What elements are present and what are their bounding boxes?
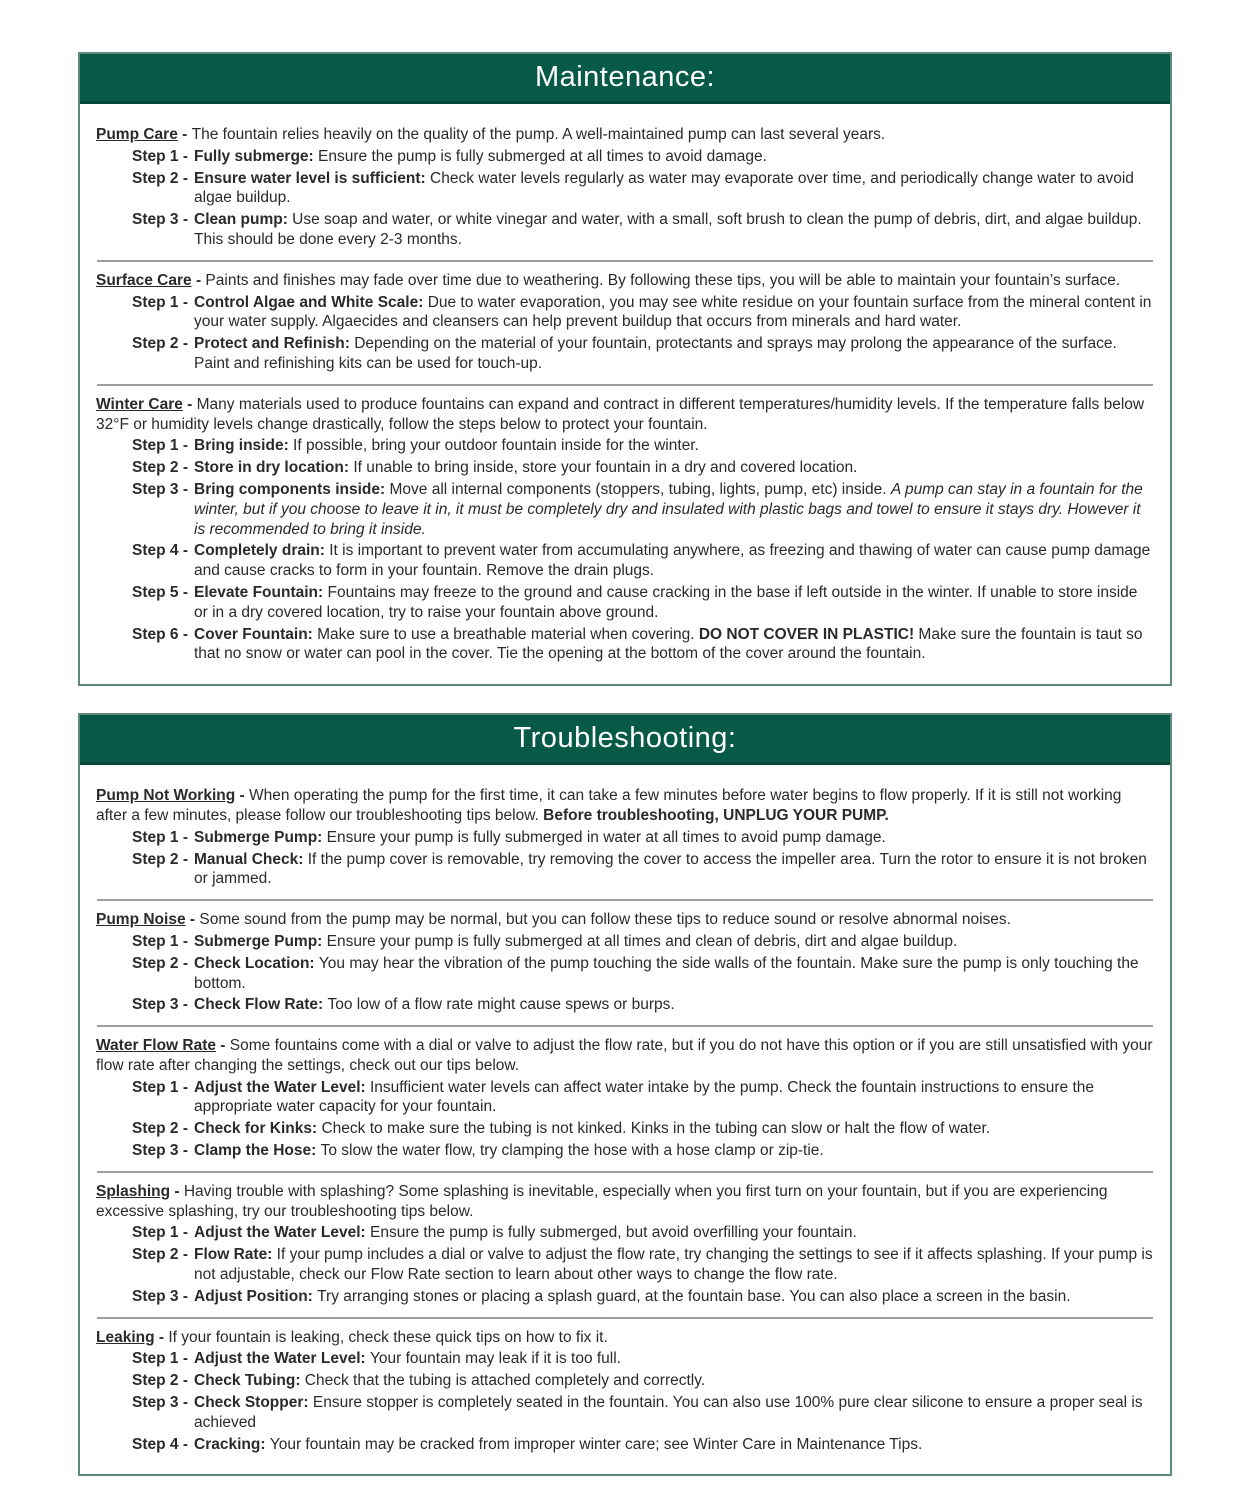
step-label: Step 5 - <box>132 583 188 601</box>
section-divider <box>97 899 1153 901</box>
step-title: Adjust the Water Level: <box>194 1350 370 1368</box>
step-row <box>132 1393 1154 1433</box>
step-row <box>132 1435 1154 1455</box>
step-row <box>132 1119 1154 1139</box>
step-body <box>194 954 1154 994</box>
topic-intro-text: Some fountains come with a dial or valve to adjust the flow rate, but if you do not have this option or if you are still unsatisfied with your flow rate after changing the settings, check out our tips below. <box>96 1037 1153 1074</box>
step-text: Make sure the fountain is taut so that no snow or water can pool in the cover. Tie the opening at the bottom of the cover around the fountain. <box>194 625 1143 663</box>
maintenance-header-bar <box>80 54 1170 104</box>
step-title: Check for Kinks: <box>194 1120 322 1138</box>
step-row <box>132 436 1154 456</box>
step-body <box>194 1371 1154 1391</box>
heading-dash: - <box>216 1037 230 1055</box>
step-body <box>194 210 1154 250</box>
step-body <box>194 458 1154 478</box>
step-text: Check to make sure the tubing is not kinked. Kinks in the tubing can slow or halt the flow of water. <box>321 1120 991 1138</box>
topic-heading: Pump Care <box>96 126 178 143</box>
topic-heading: Winter Care <box>96 395 183 413</box>
troubleshooting-title: Troubleshooting: <box>513 722 737 755</box>
step-text: Due to water evaporation, you may see white residue on your fountain surface from the mineral content in your water supply. Algaecides and cleansers can help prevent buildup that occurs from minerals and hard water. <box>194 293 1152 331</box>
step-body <box>194 1435 1154 1455</box>
step-body <box>194 293 1154 333</box>
step-label: Step 1 - <box>132 293 188 311</box>
step-row <box>132 169 1154 209</box>
step-row <box>132 1371 1154 1391</box>
step-text: Fountains may freeze to the ground and cause cracking in the base if left outside in the winter. If unable to store inside or in a dry covered location, try to raise your fountain above ground. <box>194 583 1138 621</box>
topic-winter-care <box>96 395 1154 664</box>
step-body <box>194 147 1154 167</box>
maintenance-title: Maintenance: <box>534 61 716 93</box>
topic-pump-noise <box>96 910 1154 1015</box>
step-text: It is important to prevent water from accumulating anywhere, as freezing and thawing of water can cause pump damage and cause cracks to form in your fountain. Remove the drain plugs. <box>194 542 1151 580</box>
troubleshooting-section <box>78 713 1172 1476</box>
topic-leaking <box>96 1328 1154 1455</box>
topic-intro-text: Many materials used to produce fountains can expand and contract in different temperatures/humidity levels. If the temperature falls below 32°F or humidity levels change drastically, follow the steps below to protect your fountain. <box>96 395 1145 433</box>
step-title: Clamp the Hose: <box>194 1142 321 1160</box>
topic-intro <box>96 1328 1154 1348</box>
step-label: Step 2 - <box>132 459 188 477</box>
step-row <box>132 1078 1154 1118</box>
step-text: You may hear the vibration of the pump touching the side walls of the fountain. Make sure the pump is only touching the bottom. <box>194 954 1139 992</box>
heading-dash: - <box>177 126 192 143</box>
step-text: Ensure the pump is fully submerged at all times to avoid damage. <box>318 147 767 165</box>
step-body <box>194 995 1154 1015</box>
heading-dash: - <box>154 1328 169 1346</box>
step-body <box>194 1349 1154 1369</box>
step-title: Check Flow Rate: <box>194 996 328 1014</box>
topic-heading: Pump Not Working <box>96 787 236 805</box>
step-label: Step 3 - <box>132 996 188 1014</box>
step-row <box>132 147 1154 167</box>
step-text: If unable to bring inside, store your fountain in a dry and covered location. <box>353 459 858 477</box>
step-row <box>132 625 1154 665</box>
step-label: Step 6 - <box>132 625 188 643</box>
step-label: Step 1 - <box>132 1350 188 1368</box>
topic-intro-text: The fountain relies heavily on the quality of the pump. A well-maintained pump can last several years. <box>191 126 886 143</box>
heading-dash: - <box>185 911 200 929</box>
step-text: Too low of a flow rate might cause spews or burps. <box>327 996 675 1014</box>
step-body <box>194 541 1154 581</box>
step-text: If possible, bring your outdoor fountain inside for the winter. <box>293 437 699 455</box>
step-row <box>132 995 1154 1015</box>
topic-heading: Leaking <box>96 1328 155 1346</box>
step-label: Step 1 - <box>132 1224 188 1242</box>
step-row <box>132 458 1154 478</box>
step-row <box>132 334 1154 374</box>
step-text: Make sure to use a breathable material when covering. <box>317 625 699 643</box>
topic-intro-text: Paints and finishes may fade over time due to weathering. By following these tips, you will be able to maintain your fountain’s surface. <box>205 271 1121 289</box>
step-row <box>132 1223 1154 1243</box>
step-label: Step 1 - <box>132 147 188 165</box>
step-body <box>194 932 1154 952</box>
step-text: Use soap and water, or white vinegar and water, with a small, soft brush to clean the pump of debris, dirt, and algae buildup. This should be done every 2-3 months. <box>194 211 1142 248</box>
step-title: Ensure water level is sufficient: <box>194 169 431 187</box>
step-title: Check Tubing: <box>194 1372 305 1390</box>
step-body <box>194 828 1154 848</box>
topic-intro <box>96 271 1154 291</box>
maintenance-content <box>80 104 1170 684</box>
step-title: Protect and Refinish: <box>194 335 355 353</box>
step-title: Submerge Pump: <box>194 828 327 846</box>
step-label: Step 2 - <box>132 169 188 187</box>
step-body <box>194 1223 1154 1243</box>
step-body <box>194 1245 1154 1285</box>
troubleshooting-header-bar <box>80 715 1170 765</box>
step-row <box>132 850 1154 890</box>
step-text: Ensure your pump is fully submerged in water at all times to avoid pump damage. <box>326 828 886 846</box>
topic-intro-text: If your fountain is leaking, check these quick tips on how to fix it. <box>168 1328 608 1346</box>
topic-heading: Water Flow Rate <box>96 1037 216 1055</box>
step-body <box>194 1393 1154 1433</box>
topic-intro <box>96 786 1154 826</box>
step-row <box>132 954 1154 994</box>
step-row <box>132 541 1154 581</box>
step-title: Store in dry location: <box>194 459 354 477</box>
step-label: Step 1 - <box>132 932 188 950</box>
step-body <box>194 334 1154 374</box>
section-divider <box>97 260 1153 262</box>
step-row <box>132 583 1154 623</box>
step-text: Check water levels regularly as water may evaporate over time, and periodically change water to avoid algae buildup. <box>194 169 1134 207</box>
step-title: Elevate Fountain: <box>194 583 328 601</box>
heading-dash: - <box>170 1182 184 1200</box>
step-text: Your fountain may leak if it is too full. <box>369 1350 621 1368</box>
step-label: Step 2 - <box>132 1120 188 1138</box>
heading-dash: - <box>191 271 206 289</box>
step-label: Step 3 - <box>132 1142 188 1160</box>
step-row <box>132 1141 1154 1161</box>
step-text: Ensure stopper is completely seated in the fountain. You can also use 100% pure clear silicone to ensure a proper seal is achieved <box>194 1394 1143 1431</box>
maintenance-section <box>78 52 1172 686</box>
troubleshooting-content <box>80 765 1170 1474</box>
step-title: Cracking: <box>194 1435 270 1453</box>
step-label: Step 1 - <box>132 1078 188 1096</box>
section-divider <box>97 1317 1153 1319</box>
step-label: Step 1 - <box>132 828 188 846</box>
section-divider <box>97 1171 1153 1173</box>
step-label: Step 2 - <box>132 850 188 868</box>
step-text: If the pump cover is removable, try removing the cover to access the impeller area. Turn the rotor to ensure it is not broken or jammed. <box>194 850 1147 888</box>
topic-water-flow-rate <box>96 1036 1154 1161</box>
section-divider <box>97 1025 1153 1027</box>
step-label: Step 2 - <box>132 1372 188 1390</box>
step-body <box>194 1141 1154 1161</box>
step-row <box>132 1287 1154 1307</box>
step-body <box>194 1287 1154 1307</box>
step-title: Bring components inside: <box>194 480 390 498</box>
step-body <box>194 169 1154 209</box>
step-text: Move all internal components (stoppers, tubing, lights, pump, etc) inside. <box>389 480 891 498</box>
step-title: Check Location: <box>194 954 319 972</box>
step-text: Check that the tubing is attached completely and correctly. <box>304 1372 706 1390</box>
heading-dash: - <box>182 395 197 413</box>
step-title: Fully submerge: <box>194 147 319 165</box>
step-body <box>194 625 1154 665</box>
step-row <box>132 1245 1154 1285</box>
step-text: Ensure the pump is fully submerged, but avoid overfilling your fountain. <box>369 1224 857 1242</box>
topic-intro-text: Before troubleshooting, UNPLUG YOUR PUMP. <box>543 806 889 824</box>
step-text: DO NOT COVER IN PLASTIC! <box>698 625 915 643</box>
step-body <box>194 583 1154 623</box>
topic-intro-text: Some sound from the pump may be normal, but you can follow these tips to reduce sound or resolve abnormal noises. <box>199 911 1011 929</box>
step-title: Adjust the Water Level: <box>194 1078 370 1096</box>
step-title: Clean pump: <box>194 211 293 229</box>
step-label: Step 2 - <box>132 1246 188 1264</box>
step-label: Step 2 - <box>132 954 188 972</box>
step-title: Cover Fountain: <box>194 625 318 643</box>
topic-pump-not-working <box>96 786 1154 889</box>
step-label: Step 4 - <box>132 542 188 560</box>
step-body <box>194 1078 1154 1118</box>
topic-heading: Pump Noise <box>96 911 186 929</box>
step-row <box>132 210 1154 250</box>
topic-intro <box>96 1036 1154 1076</box>
step-title: Adjust the Water Level: <box>194 1224 370 1242</box>
step-text: Insufficient water levels can affect water intake by the pump. Check the fountain instructions to ensure the appropriate water capacity for your fountain. <box>194 1078 1095 1116</box>
step-title: Manual Check: <box>194 850 308 868</box>
topic-heading: Surface Care <box>96 271 192 289</box>
topic-intro <box>96 1182 1154 1222</box>
step-text: If your pump includes a dial or valve to adjust the flow rate, try changing the settings to see if it affects splashing. If your pump is not adjustable, check our Flow Rate section to learn about other ways to change the flow rate. <box>194 1246 1153 1284</box>
topic-pump-care <box>96 125 1154 250</box>
step-label: Step 3 - <box>132 1394 188 1412</box>
step-text: Your fountain may be cracked from improper winter care; see Winter Care in Maintenance Tips. <box>269 1435 923 1453</box>
step-label: Step 3 - <box>132 1287 188 1305</box>
step-body <box>194 480 1154 539</box>
step-body <box>194 1119 1154 1139</box>
step-label: Step 2 - <box>132 335 188 353</box>
step-title: Submerge Pump: <box>194 932 327 950</box>
topic-intro <box>96 395 1154 435</box>
step-row <box>132 932 1154 952</box>
step-text: Try arranging stones or placing a splash guard, at the fountain base. You can also place a screen in the basin. <box>317 1287 1071 1305</box>
step-title: Check Stopper: <box>194 1394 313 1412</box>
step-title: Flow Rate: <box>194 1246 277 1264</box>
step-row <box>132 1349 1154 1369</box>
topic-surface-care <box>96 271 1154 374</box>
topic-heading: Splashing <box>96 1182 171 1200</box>
step-row <box>132 480 1154 539</box>
topic-intro-text: Having trouble with splashing? Some splashing is inevitable, especially when you first turn on your fountain, but if you are experiencing excessive splashing, try our troubleshooting tips below. <box>96 1182 1108 1220</box>
section-divider <box>97 384 1153 386</box>
step-text: A pump can stay in a fountain for the winter, but if you choose to leave it in, it must be completely dry and insulated with plastic bags and towel to ensure it stays dry. However it is recommended to bring it inside. <box>194 480 1143 538</box>
heading-dash: - <box>235 787 249 805</box>
step-label: Step 3 - <box>132 480 188 498</box>
step-title: Bring inside: <box>194 437 294 455</box>
topic-intro <box>96 910 1154 930</box>
topic-intro <box>96 125 1154 145</box>
step-body <box>194 436 1154 456</box>
step-label: Step 3 - <box>132 211 188 229</box>
step-title: Adjust Position: <box>194 1287 318 1305</box>
step-label: Step 4 - <box>132 1435 188 1453</box>
step-row <box>132 293 1154 333</box>
step-row <box>132 828 1154 848</box>
step-text: Depending on the material of your fountain, protectants and sprays may prolong the appearance of the surface. Paint and refinishing kits can be used for touch-up. <box>194 335 1117 372</box>
step-text: Ensure your pump is fully submerged at all times and clean of debris, dirt and algae buildup. <box>326 932 958 950</box>
topic-intro-text: When operating the pump for the first time, it can take a few minutes before water begins to flow properly. If it is still not working after a few minutes, please follow our troubleshooting tips below. <box>96 787 1122 824</box>
step-text: To slow the water flow, try clamping the hose with a hose clamp or zip-tie. <box>320 1142 824 1160</box>
step-title: Completely drain: <box>194 542 330 560</box>
step-title: Control Algae and White Scale: <box>194 293 428 311</box>
step-label: Step 1 - <box>132 437 188 455</box>
topic-splashing <box>96 1182 1154 1307</box>
step-body <box>194 850 1154 890</box>
